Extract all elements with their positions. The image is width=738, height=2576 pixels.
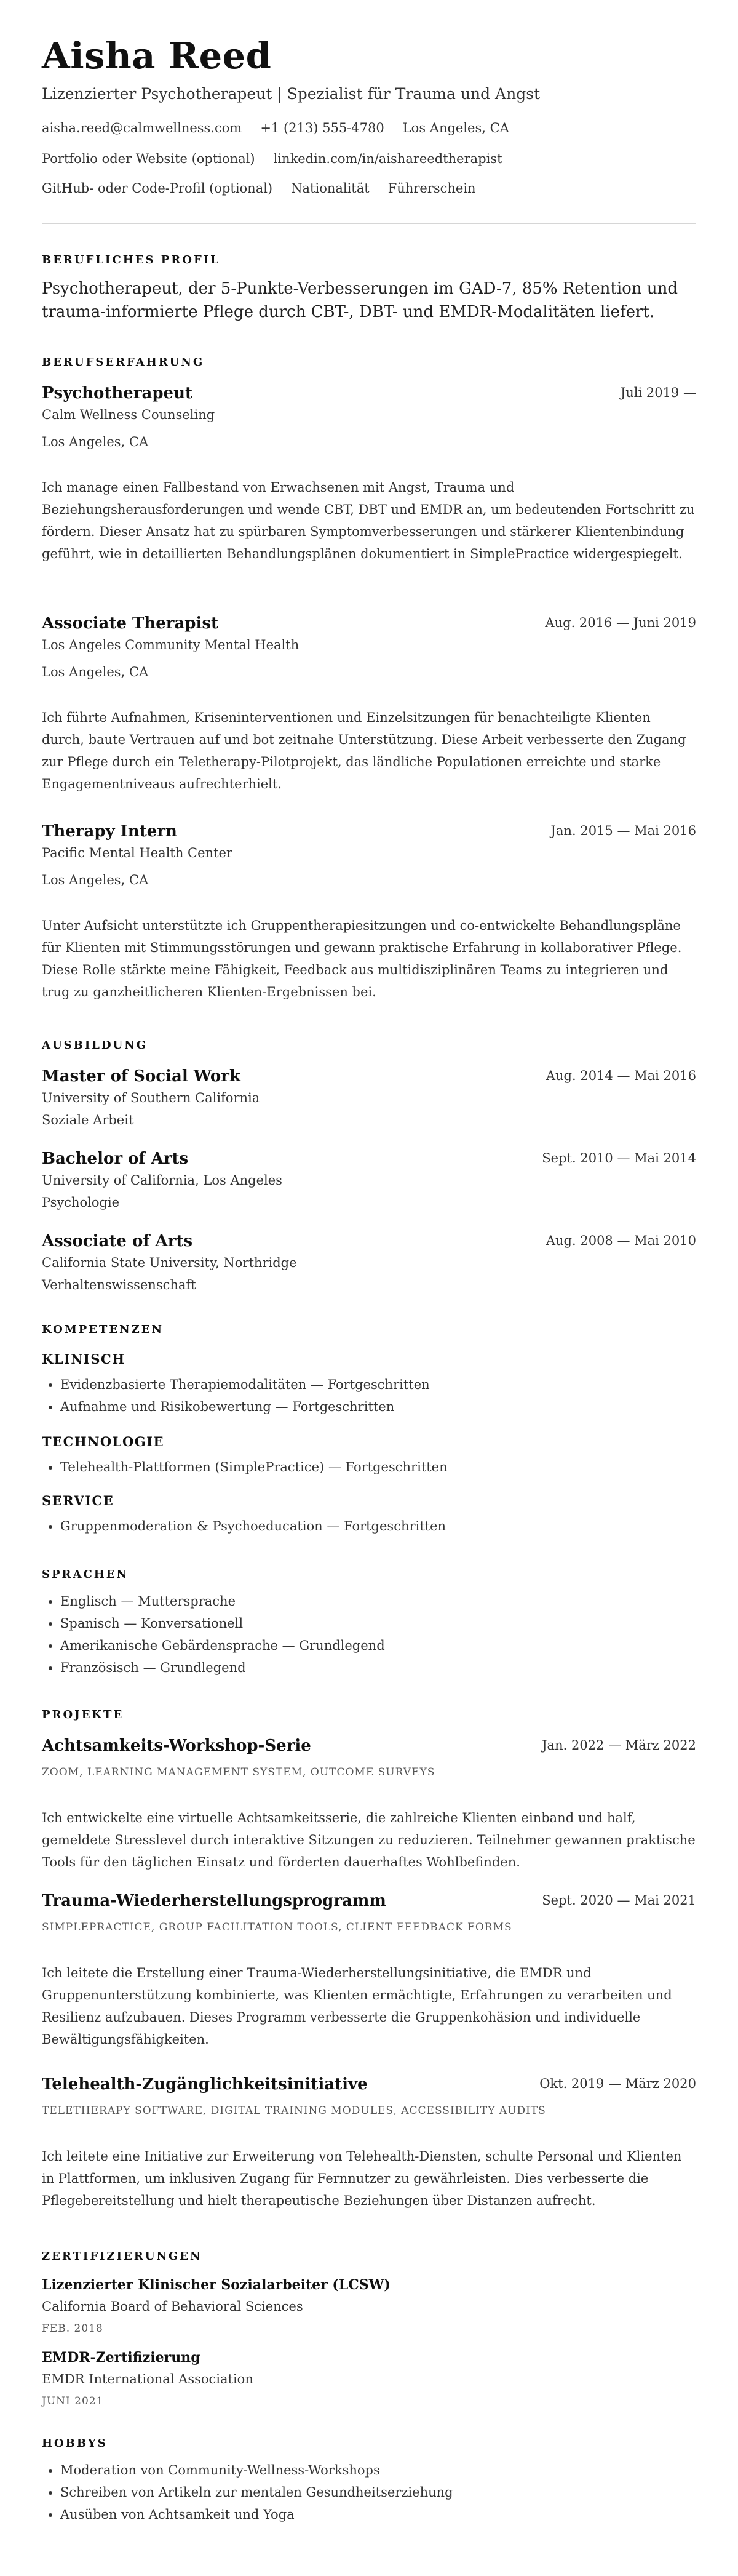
skill-item: • Evidenzbasierte Therapiemodalitäten — Fortgeschritten [60, 1374, 430, 1396]
skill-item: • Gruppenmoderation & Psychoeducation — Fortgeschritten [60, 1515, 446, 1537]
github-link[interactable]: GitHub- oder Code-Profil (optional) [42, 181, 273, 196]
contact-row-primary [42, 121, 509, 135]
languages-section-title: SPRACHEN [42, 1568, 129, 1581]
projects-section-title: PROJEKTE [42, 1708, 124, 1721]
hobby-list [42, 2459, 453, 2526]
job-description: Ich führte Aufnahmen, Kriseninterventionen und Einzelsitzungen für benachteiligte Klienten durch, baute Vertrauen auf und bot zeitnahe Unterstützung. Diese Arbeit verbesserte den Zugang zur Pflege durch ein Teletherapy-Pilotprojekt, das ländliche Populationen erreichte und starke Engagementniveaus aufrechterhielt. [42, 710, 686, 791]
degree-title: Associate of Arts [42, 1232, 193, 1250]
hobby-item: • Moderation von Community-Wellness-Workshops [60, 2459, 453, 2481]
degree-date: Aug. 2008 — Mai 2010 [546, 1233, 696, 1248]
job-description: Unter Aufsicht unterstützte ich Gruppentherapiesitzungen und co-entwickelte Behandlungspläne für Klienten mit Stimmungsstörungen und gewann praktische Erfahrung in kollaborativer Pflege. Diese Rolle stärkte meine Fähigkeit, Feedback aus multidisziplinären Teams zu integrieren und trug zu ganzheitlicheren Klienten-Ergebnissen bei. [42, 918, 682, 999]
license-text: Führerschein [387, 181, 476, 196]
skill-group-heading: KLINISCH [42, 1351, 125, 1367]
project-date: Sept. 2020 — Mai 2021 [542, 1893, 696, 1908]
project-tech: SIMPLEPRACTICE, GROUP FACILITATION TOOLS, CLIENT FEEDBACK FORMS [42, 1921, 512, 1934]
job-location: Los Angeles, CA [42, 665, 149, 679]
certification-name: EMDR-Zertifizierung [42, 2350, 200, 2366]
project-title: Achtsamkeits-Workshop-Serie [42, 1737, 311, 1755]
profile-summary: Psychotherapeut, der 5-Punkte-Verbesserungen im GAD-7, 85% Retention und trauma-informierte Pflege durch CBT-, DBT- und EMDR-Modalitäten liefert. [42, 279, 678, 321]
certification-date: FEB. 2018 [42, 2322, 103, 2335]
project-tech: TELETHERAPY SOFTWARE, DIGITAL TRAINING MODULES, ACCESSIBILITY AUDITS [42, 2105, 546, 2117]
project-tech: ZOOM, LEARNING MANAGEMENT SYSTEM, OUTCOME SURVEYS [42, 1766, 435, 1778]
job-title: Therapy Intern [42, 822, 177, 841]
language-list [42, 1590, 385, 1679]
language-item: • Spanisch — Konversationell [60, 1612, 385, 1634]
degree-title: Bachelor of Arts [42, 1150, 189, 1168]
skill-item: • Telehealth-Plattformen (SimplePractice) — Fortgeschritten [60, 1456, 448, 1478]
degree-date: Aug. 2014 — Mai 2016 [546, 1068, 696, 1083]
project-title: Trauma-Wiederherstellungsprogramm [42, 1892, 386, 1910]
project-title: Telehealth-Zugänglichkeitsinitiative [42, 2075, 368, 2094]
project-date: Okt. 2019 — März 2020 [539, 2076, 696, 2091]
certification-name: Lizenzierter Klinischer Sozialarbeiter (LCSW) [42, 2277, 391, 2293]
email-link[interactable]: aisha.reed@calmwellness.com [42, 121, 242, 135]
candidate-subtitle: Lizenzierter Psychotherapeut | Spezialist für Trauma und Angst [42, 85, 541, 103]
language-item: • Französisch — Grundlegend [60, 1657, 385, 1679]
experience-section-title: BERUFSERFAHRUNG [42, 356, 205, 369]
degree-title: Master of Social Work [42, 1067, 240, 1086]
job-location: Los Angeles, CA [42, 434, 149, 449]
school-name: University of Southern California [42, 1090, 260, 1105]
linkedin-link[interactable]: linkedin.com/in/aishareedtherapist [273, 151, 502, 166]
education-section-title: AUSBILDUNG [42, 1039, 148, 1052]
location-text: Los Angeles, CA [402, 121, 509, 135]
hobbies-section-title: HOBBYS [42, 2437, 108, 2450]
language-item: • Amerikanische Gebärdensprache — Grundlegend [60, 1634, 385, 1657]
school-name: California State University, Northridge [42, 1255, 297, 1270]
job-organization: Pacific Mental Health Center [42, 846, 232, 860]
degree-field: Psychologie [42, 1195, 120, 1210]
job-organization: Los Angeles Community Mental Health [42, 638, 300, 652]
skills-section-title: KOMPETENZEN [42, 1323, 164, 1336]
skill-list [42, 1374, 430, 1418]
school-name: University of California, Los Angeles [42, 1173, 282, 1188]
skill-group-heading: SERVICE [42, 1493, 114, 1508]
project-description: Ich leitete die Erstellung einer Trauma-Wiederherstellungsinitiative, die EMDR und Gruppenunterstützung kombinierte, was Klienten ermächtigte, Erfahrungen zu verarbeiten und Resilienz aufzubauen. Dieses Programm verbesserte die Gruppenkohäsion und individuelle Bewältigungsfähigkeiten. [42, 1966, 672, 2047]
portfolio-link[interactable]: Portfolio oder Website (optional) [42, 151, 255, 166]
project-date: Jan. 2022 — März 2022 [542, 1738, 696, 1753]
certification-issuer: EMDR International Association [42, 2372, 253, 2386]
certification-issuer: California Board of Behavioral Sciences [42, 2299, 303, 2314]
job-title: Psychotherapeut [42, 384, 193, 402]
hobby-item: • Ausüben von Achtsamkeit und Yoga [60, 2503, 453, 2526]
candidate-name: Aisha Reed [42, 34, 272, 77]
contact-row-extra [42, 181, 476, 196]
header-divider [42, 223, 696, 224]
degree-field: Soziale Arbeit [42, 1113, 134, 1127]
skill-list [42, 1456, 448, 1478]
certification-date: JUNI 2021 [42, 2395, 104, 2407]
contact-row-links [42, 151, 502, 166]
project-description: Ich leitete eine Initiative zur Erweiterung von Telehealth-Diensten, schulte Personal und Klienten in Plattformen, um inklusiven Zugang für Fernnutzer zu gewährleisten. Dies verbesserte die Pflegebereitstellung und hielt therapeutische Beziehungen über Distanzen aufrecht. [42, 2149, 682, 2208]
job-date: Jan. 2015 — Mai 2016 [550, 823, 696, 838]
degree-date: Sept. 2010 — Mai 2014 [542, 1151, 696, 1166]
skill-item: • Aufnahme und Risikobewertung — Fortgeschritten [60, 1396, 430, 1418]
degree-field: Verhaltenswissenschaft [42, 1278, 196, 1292]
job-location: Los Angeles, CA [42, 873, 149, 887]
job-date: Aug. 2016 — Juni 2019 [545, 615, 696, 630]
skill-group-heading: TECHNOLOGIE [42, 1434, 164, 1449]
profile-section-title: BERUFLICHES PROFIL [42, 254, 220, 266]
language-item: • Englisch — Muttersprache [60, 1590, 385, 1612]
skill-list [42, 1515, 446, 1537]
phone-text: +1 (213) 555-4780 [260, 121, 384, 135]
job-organization: Calm Wellness Counseling [42, 407, 215, 422]
nationality-text: Nationalität [291, 181, 370, 196]
job-description: Ich manage einen Fallbestand von Erwachsenen mit Angst, Trauma und Beziehungsherausforderungen und wende CBT, DBT und EMDR an, um bedeutenden Fortschritt zu fördern. Dieser Ansatz hat zu spürbaren Symptomverbesserungen und stärkerer Klientenbindung geführt, wie in detaillierten Behandlungsplänen dokumentiert in SimplePractice widergespiegelt. [42, 480, 695, 561]
certifications-section-title: ZERTIFIZIERUNGEN [42, 2250, 202, 2263]
job-title: Associate Therapist [42, 614, 218, 633]
hobby-item: • Schreiben von Artikeln zur mentalen Gesundheitserziehung [60, 2481, 453, 2503]
job-date: Juli 2019 — [620, 385, 696, 400]
project-description: Ich entwickelte eine virtuelle Achtsamkeitsserie, die zahlreiche Klienten einband und half, gemeldete Stresslevel durch interaktive Sitzungen zu reduzieren. Teilnehmer gewannen praktische Tools für den täglichen Einsatz und förderten dauerhaftes Wohlbefinden. [42, 1810, 696, 1870]
